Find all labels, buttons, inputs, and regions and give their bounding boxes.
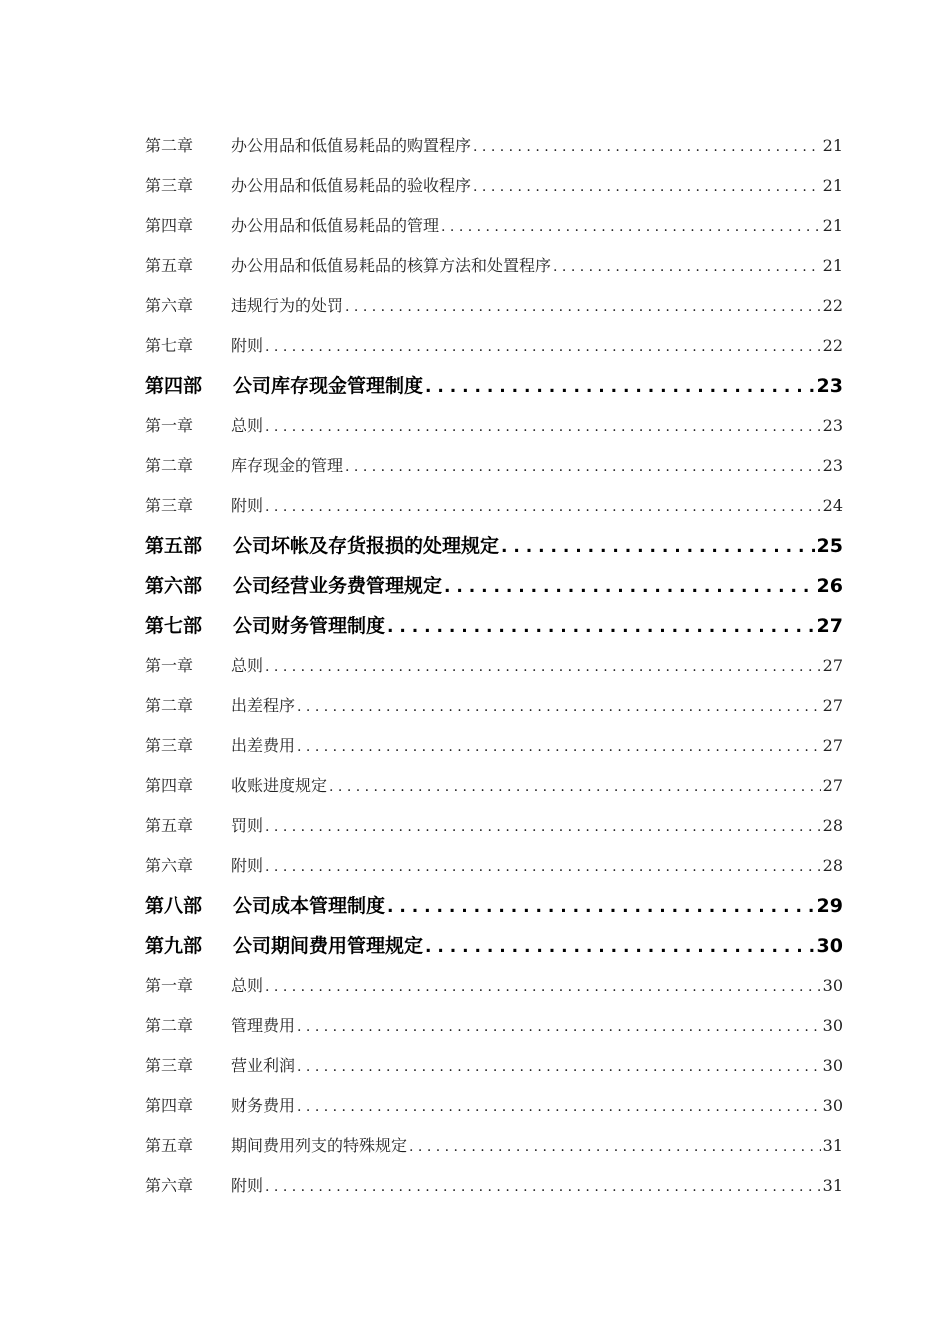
toc-leader (444, 566, 815, 607)
toc-title: 总则 (231, 416, 264, 435)
toc-label: 第三章 (145, 1056, 194, 1075)
toc-page-number: 30 (822, 1056, 843, 1075)
toc-page-number: 27 (822, 736, 843, 755)
toc-entry[interactable] (145, 326, 843, 366)
toc-title: 办公用品和低值易耗品的验收程序 (231, 176, 472, 195)
toc-page-number: 21 (822, 176, 843, 195)
toc-title: 公司库存现金管理制度 (233, 375, 424, 397)
toc-title: 收账进度规定 (231, 776, 328, 795)
toc-entry[interactable] (145, 846, 843, 886)
toc-label: 第六章 (145, 856, 194, 875)
toc-label: 第七部 (145, 615, 203, 637)
toc-entry[interactable] (145, 486, 843, 526)
toc-part-entry[interactable] (145, 886, 843, 926)
toc-title: 办公用品和低值易耗品的核算方法和处置程序 (231, 256, 552, 275)
toc-page-number: 27 (822, 656, 843, 675)
toc-leader (387, 606, 815, 647)
toc-leader (441, 206, 821, 247)
toc-entry[interactable] (145, 446, 843, 486)
toc-label: 第四章 (145, 1096, 194, 1115)
toc-page-number: 28 (822, 856, 843, 875)
toc-title: 公司成本管理制度 (233, 895, 386, 917)
toc-label: 第七章 (145, 336, 194, 355)
toc-page-number: 30 (816, 935, 843, 957)
toc-leader (265, 646, 821, 687)
toc-title: 附则 (231, 336, 264, 355)
toc-page-number: 27 (822, 776, 843, 795)
toc-label: 第九部 (145, 935, 203, 957)
toc-label: 第二章 (145, 1016, 194, 1035)
toc-title: 办公用品和低值易耗品的购置程序 (231, 136, 472, 155)
toc-label: 第四部 (145, 375, 203, 397)
toc-title: 公司期间费用管理规定 (233, 935, 424, 957)
toc-page-number: 23 (822, 456, 843, 475)
toc-entry[interactable] (145, 246, 843, 286)
toc-leader (265, 966, 821, 1007)
toc-page-number: 23 (822, 416, 843, 435)
toc-title: 总则 (231, 976, 264, 995)
table-of-contents (145, 126, 843, 1206)
toc-page-number: 22 (822, 296, 843, 315)
toc-page-number: 28 (822, 816, 843, 835)
toc-leader (297, 726, 821, 767)
toc-title: 营业利润 (231, 1056, 296, 1075)
toc-leader (265, 846, 821, 887)
toc-label: 第一章 (145, 656, 194, 675)
toc-leader (265, 1166, 821, 1207)
toc-page-number: 24 (822, 496, 843, 515)
toc-entry[interactable] (145, 166, 843, 206)
toc-entry[interactable] (145, 406, 843, 446)
toc-leader (265, 406, 821, 447)
toc-leader (297, 1086, 821, 1127)
toc-label: 第五部 (145, 535, 203, 557)
toc-label: 第二章 (145, 456, 194, 475)
toc-label: 第一章 (145, 416, 194, 435)
toc-page-number: 21 (822, 216, 843, 235)
toc-title: 附则 (231, 496, 264, 515)
toc-label: 第二章 (145, 696, 194, 715)
toc-leader (553, 246, 821, 287)
toc-leader (297, 1006, 821, 1047)
toc-label: 第五章 (145, 816, 194, 835)
toc-label: 第二章 (145, 136, 194, 155)
toc-title: 公司坏帐及存货报损的处理规定 (233, 535, 500, 557)
toc-leader (409, 1126, 821, 1167)
toc-leader (265, 806, 821, 847)
toc-entry[interactable] (145, 206, 843, 246)
toc-entry[interactable] (145, 286, 843, 326)
toc-leader (265, 486, 821, 527)
toc-entry[interactable] (145, 1166, 843, 1206)
toc-part-entry[interactable] (145, 566, 843, 606)
toc-leader (501, 526, 815, 567)
toc-title: 管理费用 (231, 1016, 296, 1035)
toc-page-number: 30 (822, 1016, 843, 1035)
toc-leader (387, 886, 815, 927)
toc-page-number: 30 (822, 976, 843, 995)
toc-page-number: 25 (816, 535, 843, 557)
toc-title: 违规行为的处罚 (231, 296, 344, 315)
toc-label: 第一章 (145, 976, 194, 995)
toc-part-entry[interactable] (145, 366, 843, 406)
toc-entry[interactable] (145, 686, 843, 726)
toc-title: 办公用品和低值易耗品的管理 (231, 216, 440, 235)
toc-title: 罚则 (231, 816, 264, 835)
toc-label: 第三章 (145, 176, 194, 195)
toc-label: 第六章 (145, 296, 194, 315)
toc-page-number: 31 (822, 1176, 843, 1195)
toc-leader (297, 686, 821, 727)
toc-entry[interactable] (145, 646, 843, 686)
toc-leader (473, 126, 821, 167)
toc-label: 第三章 (145, 736, 194, 755)
toc-part-entry[interactable] (145, 526, 843, 566)
toc-label: 第三章 (145, 496, 194, 515)
toc-title: 附则 (231, 1176, 264, 1195)
toc-leader (425, 366, 815, 407)
toc-title: 出差程序 (231, 696, 296, 715)
toc-page-number: 26 (816, 575, 843, 597)
toc-page-number: 31 (822, 1136, 843, 1155)
toc-part-entry[interactable] (145, 926, 843, 966)
toc-leader (297, 1046, 821, 1087)
toc-entry[interactable] (145, 1086, 843, 1126)
toc-entry[interactable] (145, 766, 843, 806)
toc-entry[interactable] (145, 806, 843, 846)
toc-entry[interactable] (145, 1126, 843, 1166)
toc-page-number: 23 (816, 375, 843, 397)
toc-entry[interactable] (145, 1046, 843, 1086)
toc-title: 财务费用 (231, 1096, 296, 1115)
toc-leader (329, 766, 821, 807)
toc-leader (425, 926, 815, 967)
toc-page-number: 21 (822, 136, 843, 155)
toc-leader (345, 446, 821, 487)
toc-leader (345, 286, 821, 327)
toc-label: 第六部 (145, 575, 203, 597)
toc-page-number: 29 (816, 895, 843, 917)
toc-page-number: 27 (816, 615, 843, 637)
toc-label: 第四章 (145, 776, 194, 795)
toc-entry[interactable] (145, 726, 843, 766)
toc-page-number: 30 (822, 1096, 843, 1115)
toc-entry[interactable] (145, 966, 843, 1006)
toc-label: 第四章 (145, 216, 194, 235)
toc-title: 库存现金的管理 (231, 456, 344, 475)
toc-label: 第八部 (145, 895, 203, 917)
toc-title: 附则 (231, 856, 264, 875)
toc-entry[interactable] (145, 1006, 843, 1046)
toc-title: 期间费用列支的特殊规定 (231, 1136, 408, 1155)
toc-title: 公司经营业务费管理规定 (233, 575, 443, 597)
toc-label: 第六章 (145, 1176, 194, 1195)
toc-page-number: 27 (822, 696, 843, 715)
toc-entry[interactable] (145, 126, 843, 166)
toc-leader (473, 166, 821, 207)
toc-page-number: 21 (822, 256, 843, 275)
toc-title: 出差费用 (231, 736, 296, 755)
toc-title: 公司财务管理制度 (233, 615, 386, 637)
toc-title: 总则 (231, 656, 264, 675)
toc-leader (265, 326, 821, 367)
toc-part-entry[interactable] (145, 606, 843, 646)
toc-label: 第五章 (145, 1136, 194, 1155)
toc-label: 第五章 (145, 256, 194, 275)
toc-page-number: 22 (822, 336, 843, 355)
